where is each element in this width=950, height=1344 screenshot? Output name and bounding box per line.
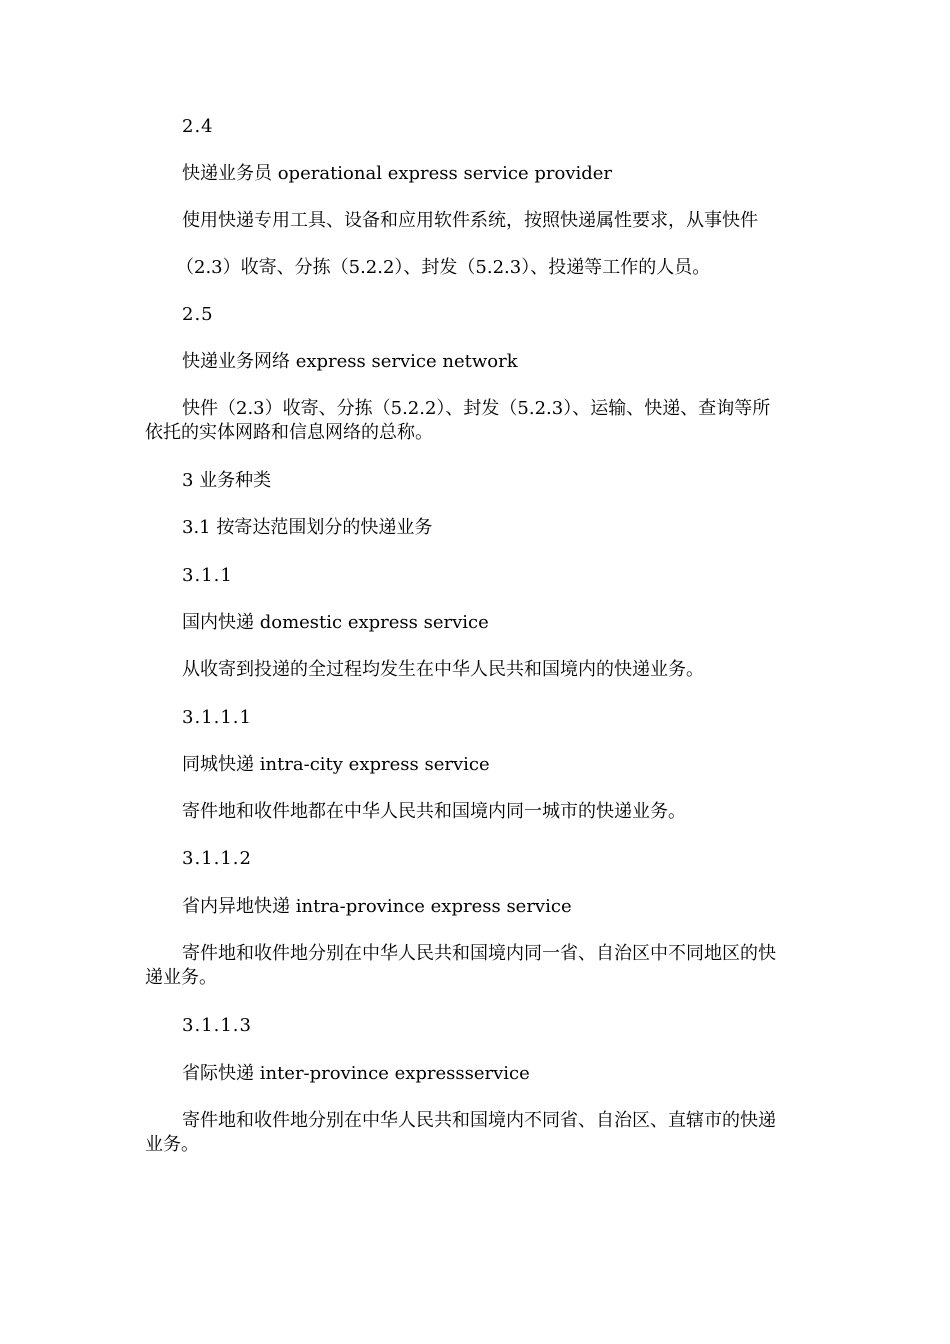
- definition-text: 寄件地和收件地都在中华人民共和国境内同一城市的快递业务。: [182, 801, 686, 822]
- term-heading: 快递业务员 operational express service provider: [182, 163, 613, 184]
- section-heading: 3.1 按寄达范围划分的快递业务: [182, 517, 433, 538]
- section-number: 2.4: [182, 116, 214, 137]
- definition-text: 从收寄到投递的全过程均发生在中华人民共和国境内的快递业务。: [182, 659, 704, 680]
- term-heading: 省内异地快递 intra-province express service: [182, 896, 572, 917]
- definition-text: 依托的实体网路和信息网络的总称。: [145, 422, 433, 443]
- definition-text: 快件（2.3）收寄、分拣（5.2.2）、封发（5.2.3）、运输、快递、查询等所: [182, 398, 771, 419]
- definition-text: 使用快递专用工具、设备和应用软件系统，按照快递属性要求，从事快件: [182, 210, 758, 231]
- section-number: 3.1.1.1: [182, 707, 252, 728]
- section-number: 3.1.1.3: [182, 1015, 252, 1036]
- definition-text: （2.3）收寄、分拣（5.2.2）、封发（5.2.3）、投递等工作的人员。: [176, 257, 711, 278]
- term-heading: 省际快递 inter-province expressservice: [182, 1063, 530, 1084]
- definition-text: 寄件地和收件地分别在中华人民共和国境内不同省、自治区、直辖市的快递: [182, 1110, 776, 1131]
- term-heading: 同城快递 intra-city express service: [182, 754, 490, 775]
- term-heading: 快递业务网络 express service network: [182, 351, 518, 372]
- chapter-heading: 3 业务种类: [182, 470, 272, 491]
- section-number: 3.1.1: [182, 565, 233, 586]
- section-number: 3.1.1.2: [182, 848, 252, 869]
- section-number: 2.5: [182, 304, 214, 325]
- term-heading: 国内快递 domestic express service: [182, 612, 489, 633]
- definition-text: 递业务。: [145, 967, 217, 988]
- definition-text: 业务。: [145, 1134, 199, 1155]
- definition-text: 寄件地和收件地分别在中华人民共和国境内同一省、自治区中不同地区的快: [182, 943, 776, 964]
